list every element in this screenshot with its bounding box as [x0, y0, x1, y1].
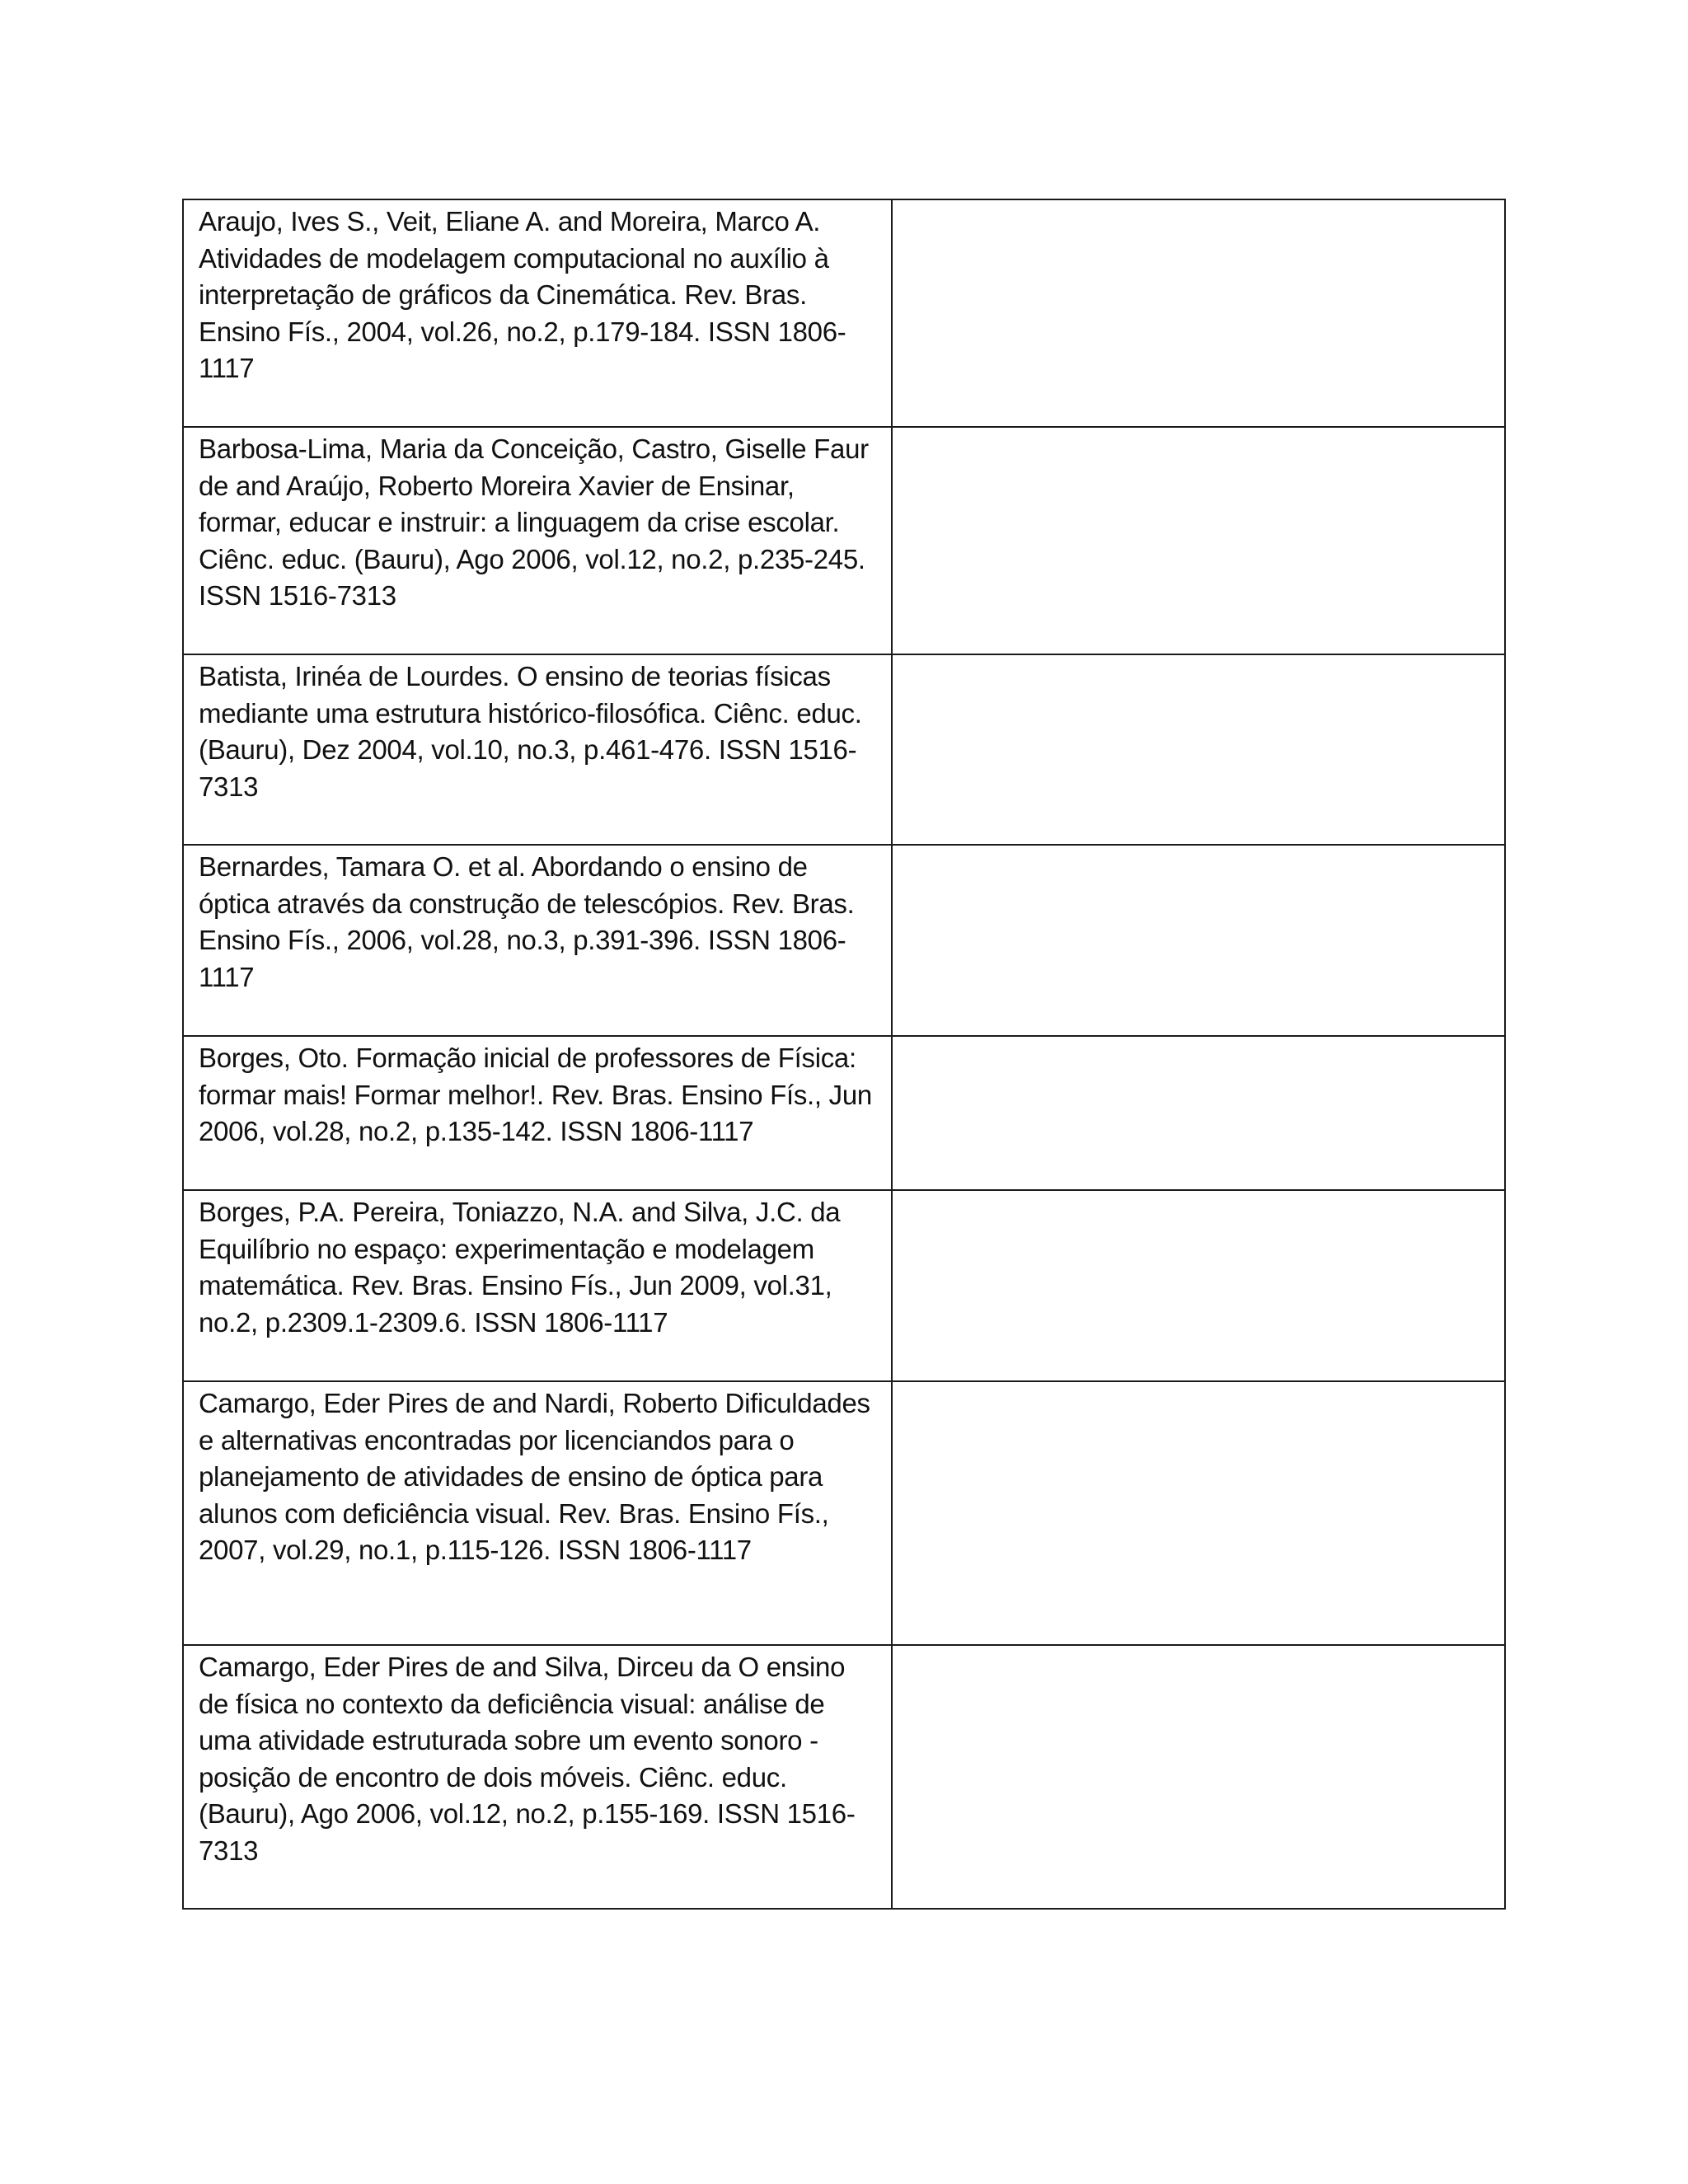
empty-cell [892, 845, 1505, 1036]
reference-text: Camargo, Eder Pires de and Nardi, Roberto Dificuldades e alternativas encontradas por licenciandos para o planejamento de atividades de ensino de óptica para alunos com deficiência visual. Rev. Bras. Ensino Fís., 2007, vol.29, no.1, p.115-126. ISSN 1806-1117 [199, 1388, 870, 1565]
table-row [183, 199, 1505, 427]
empty-cell [892, 1645, 1505, 1909]
table-row [183, 1036, 1505, 1190]
reference-cell [183, 1381, 892, 1645]
reference-cell [183, 1190, 892, 1381]
empty-cell [892, 1190, 1505, 1381]
reference-cell [183, 1036, 892, 1190]
reference-cell [183, 1645, 892, 1909]
empty-cell [892, 199, 1505, 427]
reference-cell [183, 427, 892, 654]
reference-cell [183, 654, 892, 845]
table-row [183, 1190, 1505, 1381]
reference-cell [183, 199, 892, 427]
table-row [183, 427, 1505, 654]
empty-cell [892, 1036, 1505, 1190]
table-row [183, 654, 1505, 845]
reference-cell [183, 845, 892, 1036]
empty-cell [892, 1381, 1505, 1645]
empty-cell [892, 654, 1505, 845]
reference-text: Borges, P.A. Pereira, Toniazzo, N.A. and Silva, J.C. da Equilíbrio no espaço: experimentação e modelagem matemática. Rev. Bras. Ensino Fís., Jun 2009, vol.31, no.2, p.2309.1-2309.6. ISSN 1806-1117 [199, 1197, 841, 1338]
reference-text: Camargo, Eder Pires de and Silva, Dirceu da O ensino de física no contexto da deficiência visual: análise de uma atividade estruturada sobre um evento sonoro - posição de encontro de dois móveis. Ciênc. educ. (Bauru), Ago 2006, vol.12, no.2, p.155-169. ISSN 1516-7313 [199, 1652, 856, 1866]
table-row [183, 1645, 1505, 1909]
reference-text: Araujo, Ives S., Veit, Eliane A. and Moreira, Marco A. Atividades de modelagem computacional no auxílio à interpretação de gráficos da Cinemática. Rev. Bras. Ensino Fís., 2004, vol.26, no.2, p.179-184. ISSN 1806-1117 [199, 206, 846, 383]
references-table [182, 199, 1506, 1910]
reference-text: Batista, Irinéa de Lourdes. O ensino de teorias físicas mediante uma estrutura histórico-filosófica. Ciênc. educ. (Bauru), Dez 2004, vol.10, no.3, p.461-476. ISSN 1516-7313 [199, 661, 862, 802]
table-row [183, 1381, 1505, 1645]
empty-cell [892, 427, 1505, 654]
table-row [183, 845, 1505, 1036]
reference-text: Barbosa-Lima, Maria da Conceição, Castro, Giselle Faur de and Araújo, Roberto Moreira Xavier de Ensinar, formar, educar e instruir: a linguagem da crise escolar. Ciênc. educ. (Bauru), Ago 2006, vol.12, no.2, p.235-245. ISSN 1516-7313 [199, 434, 869, 611]
reference-text: Borges, Oto. Formação inicial de professores de Física: formar mais! Formar melhor!. Rev. Bras. Ensino Fís., Jun 2006, vol.28, no.2, p.135-142. ISSN 1806-1117 [199, 1043, 872, 1146]
reference-text: Bernardes, Tamara O. et al. Abordando o ensino de óptica através da construção de telescópios. Rev. Bras. Ensino Fís., 2006, vol.28, no.3, p.391-396. ISSN 1806-1117 [199, 851, 855, 992]
